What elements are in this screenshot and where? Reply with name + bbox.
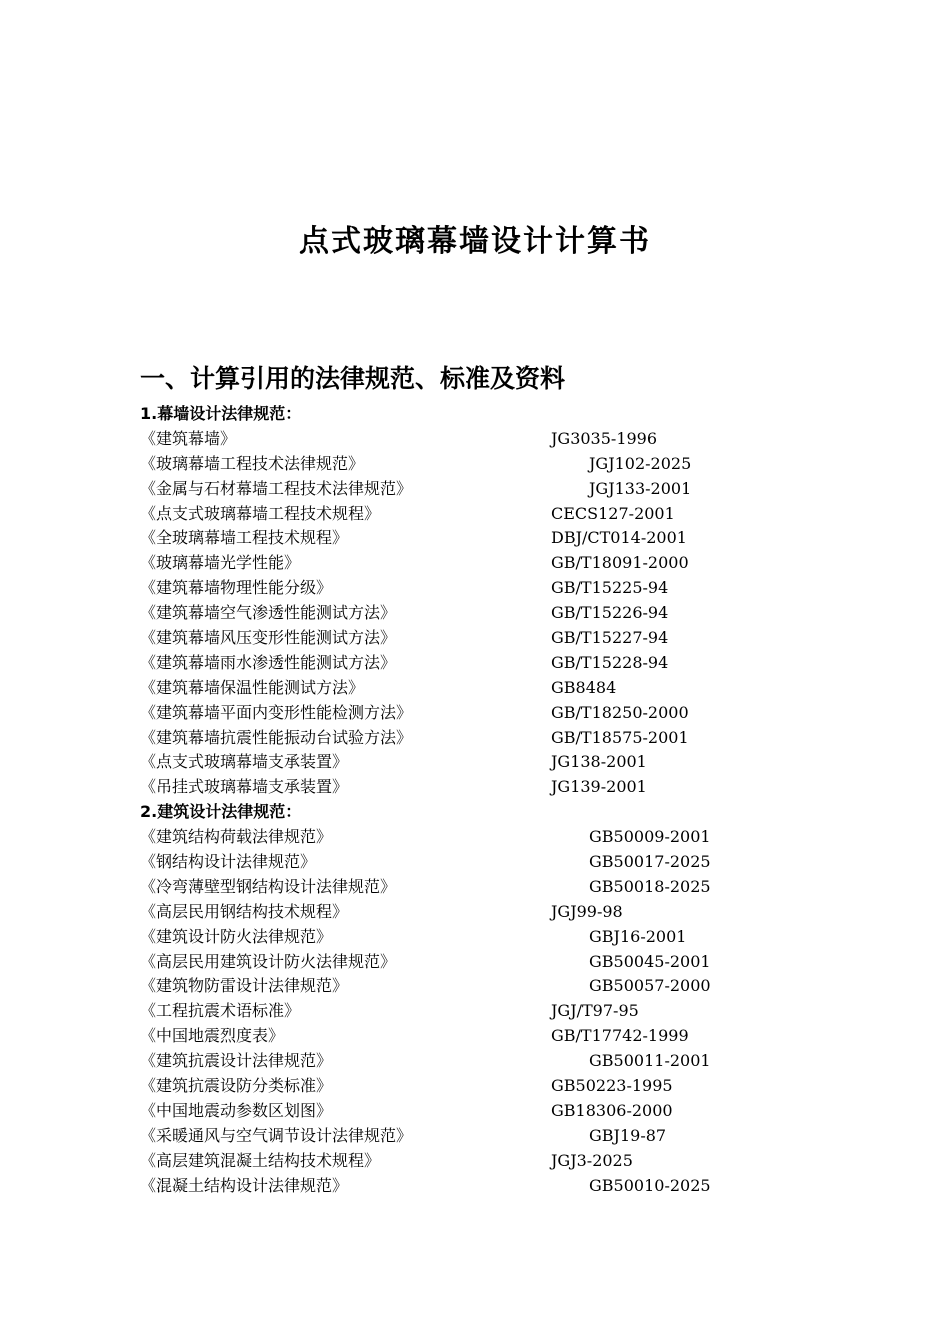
reference-code: GB/T15225-94: [551, 578, 669, 598]
reference-title: 《建筑幕墙物理性能分级》: [140, 578, 333, 598]
reference-code: DBJ/CT014-2001: [551, 528, 687, 548]
reference-code: JG138-2001: [551, 752, 647, 772]
reference-code: GB/T18250-2000: [551, 702, 689, 722]
reference-row: [140, 875, 840, 900]
reference-row: [140, 526, 840, 551]
document-title: 点式玻璃幕墙设计计算书: [299, 224, 651, 259]
reference-row: [140, 1049, 840, 1074]
reference-title: 《建筑幕墙抗震性能振动台试验方法》: [140, 727, 413, 747]
reference-title: 《建筑幕墙平面内变形性能检测方法》: [140, 702, 413, 722]
reference-title: 《中国地震烈度表》: [140, 1026, 285, 1046]
reference-code: JG139-2001: [551, 777, 647, 797]
reference-row: [140, 651, 840, 676]
reference-row: [140, 1099, 840, 1124]
reference-title: 《高层建筑混凝土结构技术规程》: [140, 1150, 381, 1170]
reference-code: JG3035-1996: [551, 428, 658, 448]
reference-code: GB50057-2000: [589, 976, 711, 996]
reference-code: GB50223-1995: [551, 1076, 673, 1096]
reference-row: [140, 1149, 840, 1174]
reference-row: [140, 452, 840, 477]
reference-title: 《玻璃幕墙光学性能》: [140, 553, 301, 573]
reference-code: GB50011-2001: [589, 1051, 711, 1071]
reference-row: [140, 502, 840, 527]
reference-title: 《建筑抗震设计法律规范》: [140, 1051, 333, 1071]
reference-row: [140, 999, 840, 1024]
reference-title: 《玻璃幕墙工程技术法律规范》: [140, 453, 365, 473]
reference-row: [140, 576, 840, 601]
reference-title: 《建筑幕墙雨水渗透性能测试方法》: [140, 652, 397, 672]
reference-row: [140, 750, 840, 775]
reference-title: 《全玻璃幕墙工程技术规程》: [140, 528, 349, 548]
reference-title: 《高层民用建筑设计防火法律规范》: [140, 951, 397, 971]
reference-row: [140, 900, 840, 925]
reference-title: 《金属与石材幕墙工程技术法律规范》: [140, 478, 413, 498]
reference-code: GB50018-2025: [589, 876, 711, 896]
reference-title: 《建筑幕墙保温性能测试方法》: [140, 677, 365, 697]
reference-code: GB/T15228-94: [551, 652, 669, 672]
reference-row: [140, 427, 840, 452]
reference-code: JGJ133-2001: [589, 478, 692, 498]
reference-code: GB/T15226-94: [551, 603, 669, 623]
reference-row: [140, 477, 840, 502]
reference-title: 《高层民用钢结构技术规程》: [140, 901, 349, 921]
reference-code: JGJ/T97-95: [551, 1001, 639, 1021]
reference-title: 《工程抗震术语标准》: [140, 1001, 301, 1021]
reference-title: 《采暖通风与空气调节设计法律规范》: [140, 1125, 413, 1145]
reference-code: GB/T18091-2000: [551, 553, 689, 573]
reference-row: [140, 601, 840, 626]
reference-code: GB/T15227-94: [551, 628, 669, 648]
reference-title: 《建筑物防雷设计法律规范》: [140, 976, 349, 996]
reference-title: 《建筑幕墙空气渗透性能测试方法》: [140, 603, 397, 623]
reference-code: CECS127-2001: [551, 503, 675, 523]
reference-list: [140, 402, 840, 1199]
reference-title: 《建筑幕墙风压变形性能测试方法》: [140, 628, 397, 648]
reference-title: 《建筑设计防火法律规范》: [140, 926, 333, 946]
reference-title: 《冷弯薄壁型钢结构设计法律规范》: [140, 876, 397, 896]
reference-title: 《建筑抗震设防分类标准》: [140, 1076, 333, 1096]
reference-code: JGJ102-2025: [589, 453, 692, 473]
reference-title: 《混凝土结构设计法律规范》: [140, 1175, 349, 1195]
reference-row: [140, 925, 840, 950]
reference-row: [140, 701, 840, 726]
reference-code: GB18306-2000: [551, 1100, 673, 1120]
reference-row: [140, 676, 840, 701]
reference-code: GB50045-2001: [589, 951, 711, 971]
reference-row: [140, 950, 840, 975]
section-heading: 一、计算引用的法律规范、标准及资料: [140, 364, 566, 393]
reference-title: 《点支式玻璃幕墙工程技术规程》: [140, 503, 381, 523]
reference-row: [140, 974, 840, 999]
reference-code: GB50009-2001: [589, 827, 711, 847]
reference-title: 《钢结构设计法律规范》: [140, 852, 317, 872]
reference-code: GBJ19-87: [589, 1125, 667, 1145]
reference-row: [140, 551, 840, 576]
reference-row: [140, 850, 840, 875]
reference-row: [140, 1174, 840, 1199]
reference-row: [140, 626, 840, 651]
reference-code: GBJ16-2001: [589, 926, 687, 946]
subsection-heading: 1.幕墙设计法律规范：: [140, 404, 302, 423]
reference-row: [140, 775, 840, 800]
reference-title: 《吊挂式玻璃幕墙支承装置》: [140, 777, 349, 797]
reference-code: GB50010-2025: [589, 1175, 711, 1195]
subsection-heading: 2.建筑设计法律规范：: [140, 802, 302, 822]
reference-code: GB8484: [551, 677, 617, 697]
reference-code: JGJ3-2025: [551, 1150, 633, 1170]
reference-row: [140, 825, 840, 850]
reference-code: GB/T18575-2001: [551, 727, 689, 747]
reference-code: GB/T17742-1999: [551, 1026, 689, 1046]
reference-row: [140, 1074, 840, 1099]
reference-row: [140, 1124, 840, 1149]
reference-title: 《建筑结构荷载法律规范》: [140, 827, 333, 847]
reference-row: [140, 1024, 840, 1049]
reference-title: 《建筑幕墙》: [140, 428, 237, 448]
reference-title: 《中国地震动参数区划图》: [140, 1100, 333, 1120]
reference-code: GB50017-2025: [589, 852, 711, 872]
reference-title: 《点支式玻璃幕墙支承装置》: [140, 752, 349, 772]
reference-row: [140, 726, 840, 751]
reference-code: JGJ99-98: [551, 901, 623, 921]
